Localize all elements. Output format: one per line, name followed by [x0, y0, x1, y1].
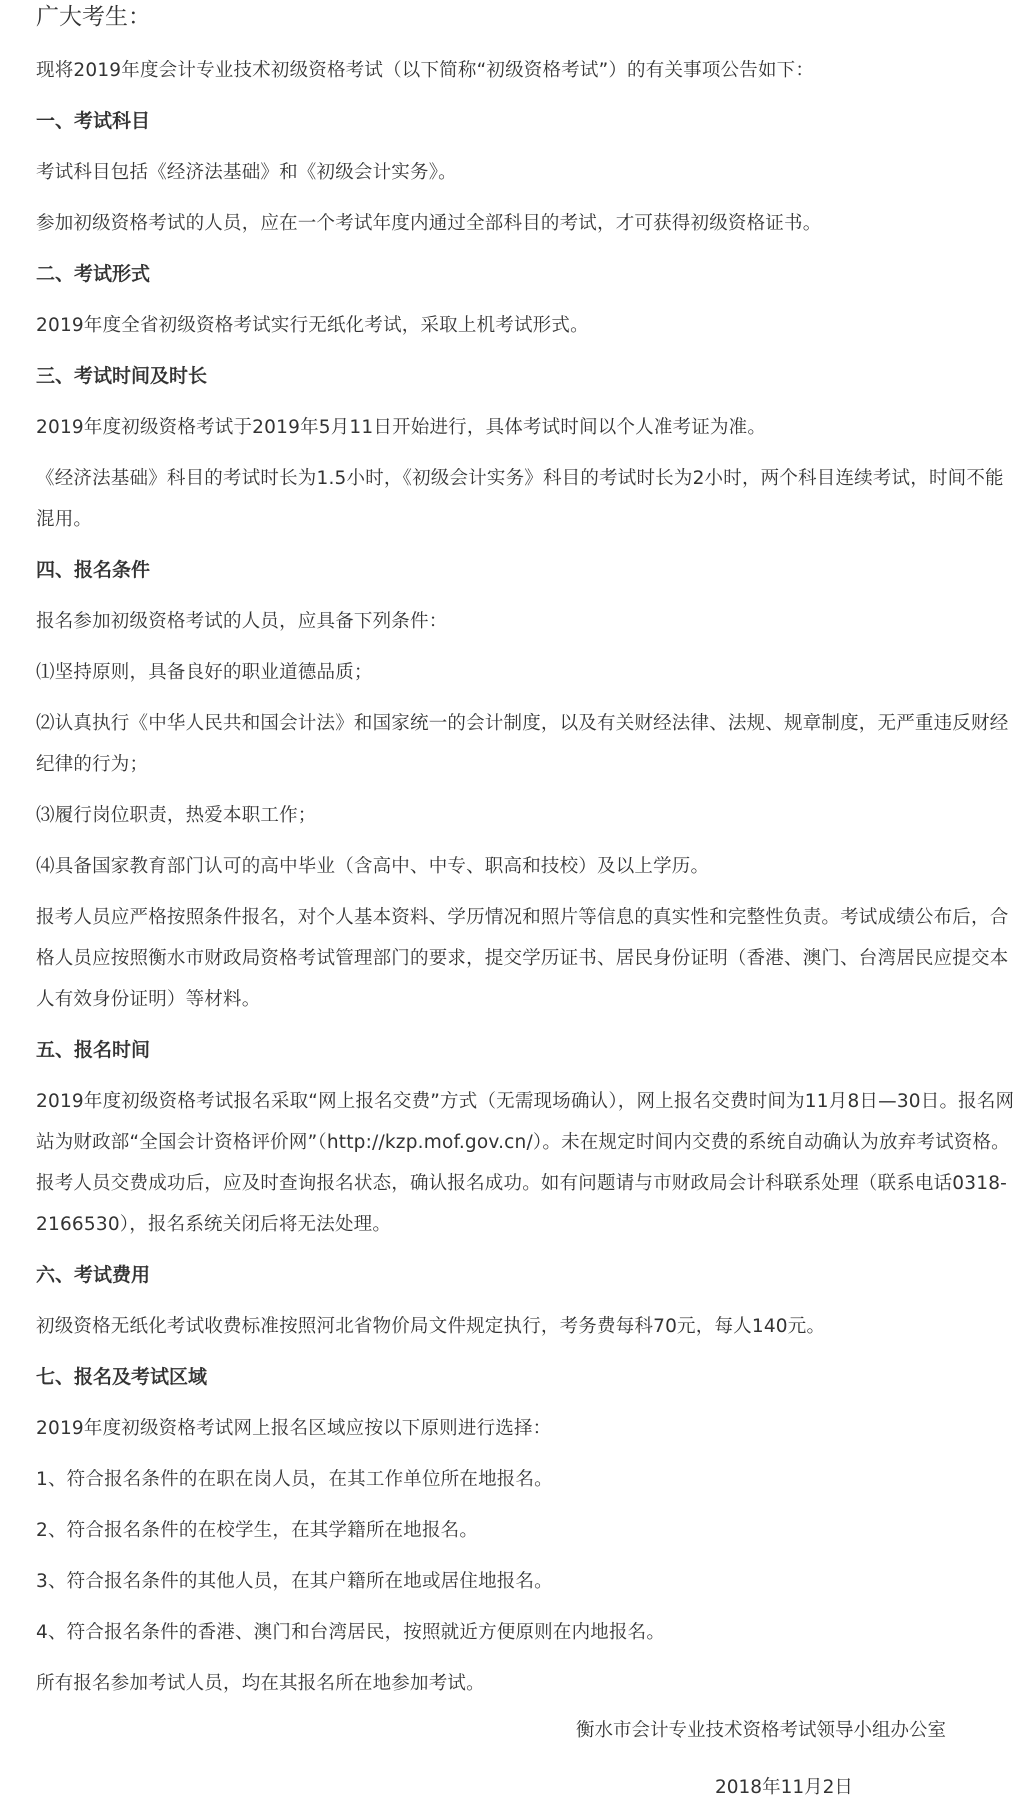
paragraph: 所有报名参加考试人员，均在其报名所在地参加考试。 — [36, 1673, 485, 1694]
list-item: 4、符合报名条件的香港、澳门和台湾居民，按照就近方便原则在内地报名。 — [36, 1622, 666, 1643]
list-item: 3、符合报名条件的其他人员，在其户籍所在地或居住地报名。 — [36, 1571, 553, 1592]
section-heading: 三、考试时间及时长 — [36, 365, 208, 387]
section-heading: 六、考试费用 — [36, 1264, 151, 1286]
paragraph: 报考人员应严格按照条件报名，对个人基本资料、学历情况和照片等信息的真实性和完整性负责。考试成绩公布后，合格人员应按照衡水市财政局资格考试管理部门的要求，提交学历证书、居民身份证明（香港、澳门、台湾居民应提交本人有效身份证明）等材料。 — [36, 907, 1009, 1010]
list-item: ⑴坚持原则，具备良好的职业道德品质； — [36, 662, 373, 683]
paragraph: 参加初级资格考试的人员，应在一个考试年度内通过全部科目的考试，才可获得初级资格证书。 — [36, 213, 822, 234]
section-registration-time — [36, 1030, 1016, 1245]
paragraph: 2019年度初级资格考试网上报名区域应按以下原则进行选择： — [36, 1418, 552, 1439]
list-item: 2、符合报名条件的在校学生，在其学籍所在地报名。 — [36, 1520, 479, 1541]
signature-date: 2018年11月2日 — [715, 1777, 853, 1798]
list-item: ⑵认真执行《中华人民共和国会计法》和国家统一的会计制度，以及有关财经法律、法规、规章制度，无严重违反财经纪律的行为； — [36, 713, 1009, 775]
paragraph: 《经济法基础》科目的考试时长为1.5小时，《初级会计实务》科目的考试时长为2小时，两个科目连续考试，时间不能混用。 — [36, 468, 1004, 530]
list-item: ⑷具备国家教育部门认可的高中毕业（含高中、中专、职高和技校）及以上学历。 — [36, 856, 710, 877]
section-heading: 七、报名及考试区域 — [36, 1366, 208, 1388]
paragraph: 报名参加初级资格考试的人员，应具备下列条件： — [36, 611, 448, 632]
signature-organization: 衡水市会计专业技术资格考试领导小组办公室 — [576, 1720, 947, 1741]
paragraph: 2019年度初级资格考试于2019年5月11日开始进行，具体考试时间以个人准考证为准。 — [36, 417, 767, 438]
section-heading: 二、考试形式 — [36, 263, 151, 285]
section-exam-fees — [36, 1255, 1016, 1347]
section-registration-region — [36, 1357, 1016, 1704]
section-exam-format — [36, 254, 1016, 346]
paragraph: 2019年度全省初级资格考试实行无纸化考试，采取上机考试形式。 — [36, 315, 589, 336]
section-exam-subjects — [36, 101, 1016, 244]
section-eligibility — [36, 550, 1016, 1020]
paragraph: 初级资格无纸化考试收费标准按照河北省物价局文件规定执行，考务费每科70元，每人140元。 — [36, 1316, 826, 1337]
section-heading: 五、报名时间 — [36, 1039, 151, 1061]
list-item: 1、符合报名条件的在职在岗人员，在其工作单位所在地报名。 — [36, 1469, 553, 1490]
paragraph: 2019年度初级资格考试报名采取“网上报名交费”方式（无需现场确认），网上报名交费时间为11月8日—30日。报名网站为财政部“全国会计资格评价网”（http://kzp.mof.gov.cn/）。未在规定时间内交费的系统自动确认为放弃考试资格。报考人员交费成功后，应及时查询报名状态，确认报名成功。如有问题请与市财政局会计科联系处理（联系电话0318-2166530），报名系统关闭后将无法处理。 — [36, 1091, 1015, 1235]
section-exam-time — [36, 356, 1016, 540]
section-heading: 一、考试科目 — [36, 110, 151, 132]
list-item: ⑶履行岗位职责，热爱本职工作； — [36, 805, 317, 826]
paragraph: 考试科目包括《经济法基础》和《初级会计实务》。 — [36, 162, 457, 183]
greeting: 广大考生： — [36, 4, 151, 30]
notice-body — [36, 50, 1016, 1714]
intro-paragraph: 现将2019年度会计专业技术初级资格考试（以下简称“初级资格考试”）的有关事项公告如下： — [36, 60, 815, 81]
section-heading: 四、报名条件 — [36, 559, 151, 581]
